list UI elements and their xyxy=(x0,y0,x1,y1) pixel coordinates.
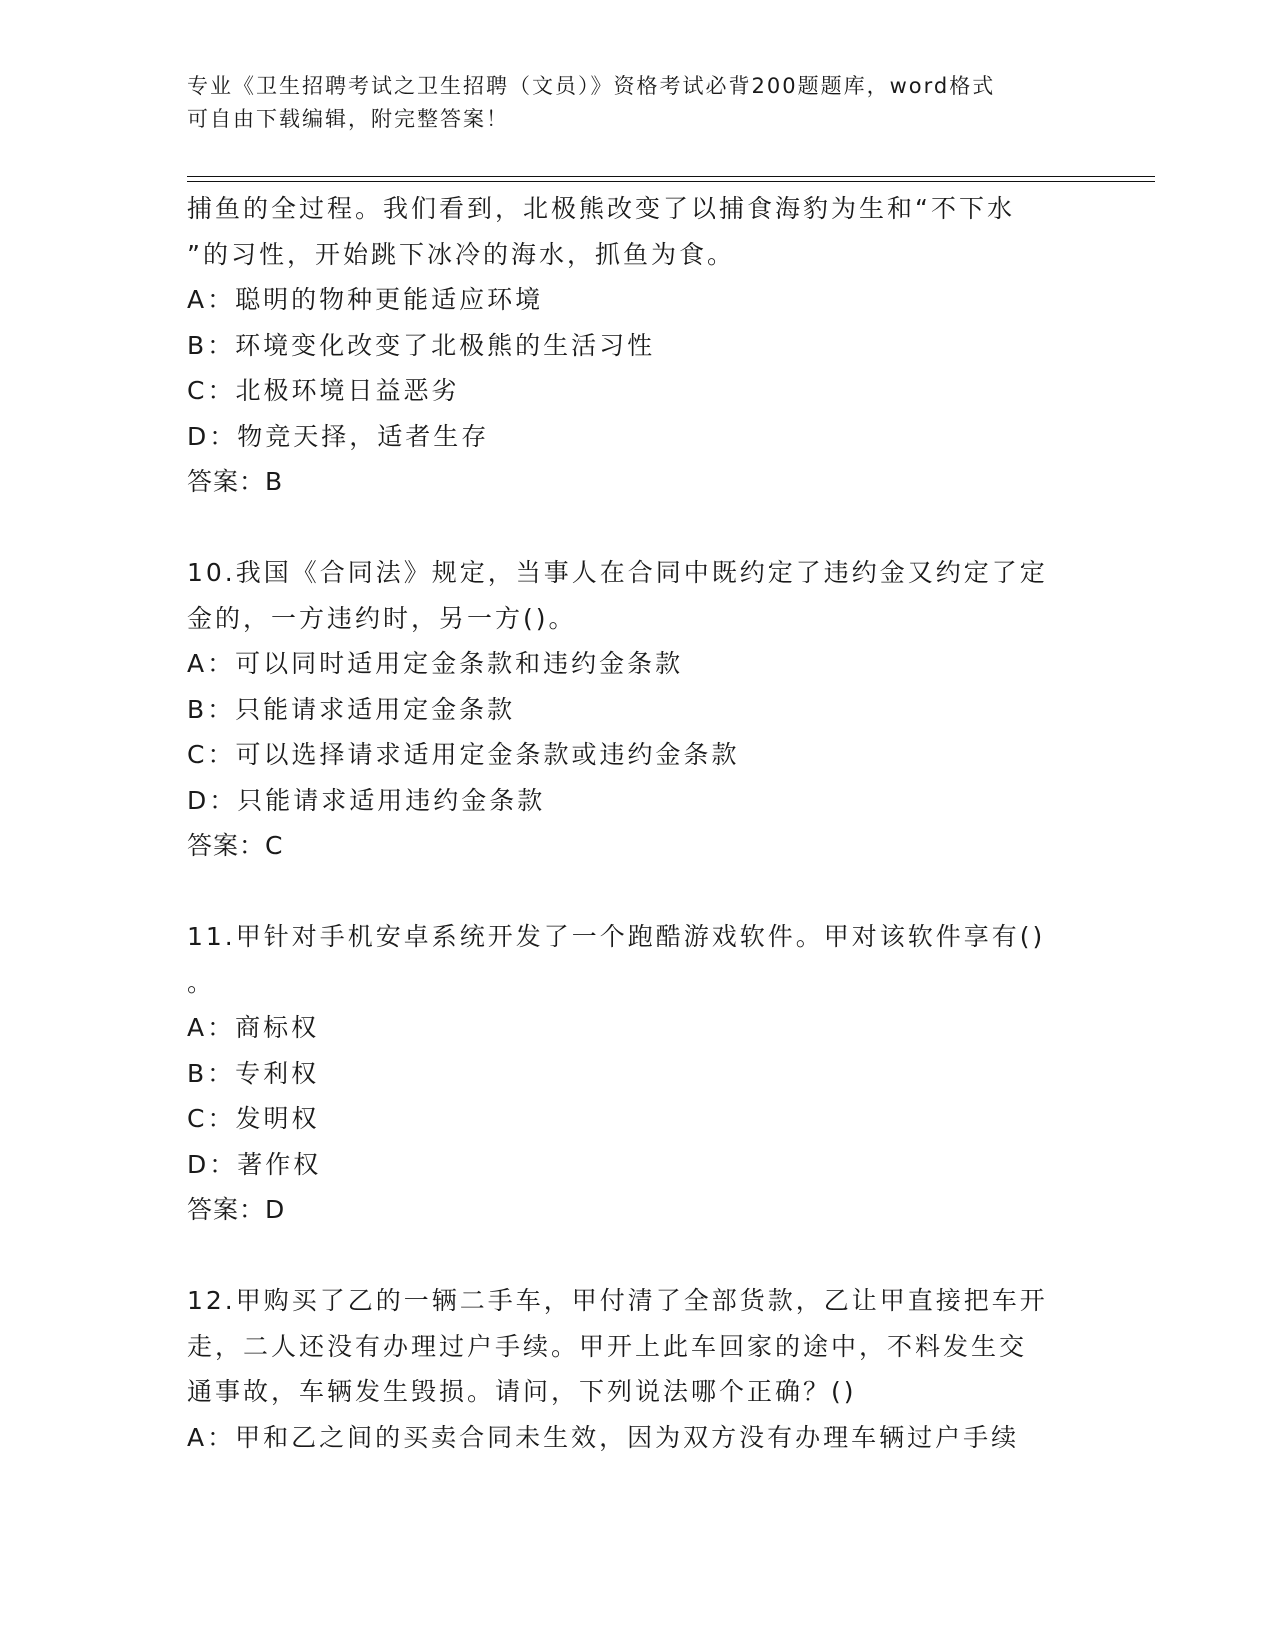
option-c: C：发明权 xyxy=(187,1104,320,1133)
option-d: D：只能请求适用违约金条款 xyxy=(187,785,546,815)
question-stem-line: 金的，一方违约时，另一方()。 xyxy=(187,603,577,633)
question-10 xyxy=(187,550,1087,869)
question-stem-line: 12.甲购买了乙的一辆二手车，甲付清了全部货款，乙让甲直接把车开 xyxy=(187,1286,1048,1315)
header-line-1: 专业《卫生招聘考试之卫生招聘（文员）》资格考试必背200题题库，word格式 xyxy=(187,74,996,98)
answer-line: 答案：C xyxy=(187,831,284,860)
spacer xyxy=(187,505,1087,551)
option-d: D：物竞天择，适者生存 xyxy=(187,421,490,451)
question-11 xyxy=(187,914,1087,1233)
option-b: B：专利权 xyxy=(187,1058,320,1088)
spacer xyxy=(187,1233,1087,1279)
question-stem-line: 。 xyxy=(187,967,216,997)
spacer xyxy=(187,869,1087,915)
option-b: B：环境变化改变了北极熊的生活习性 xyxy=(187,330,656,360)
header-divider-top xyxy=(187,176,1155,177)
question-list xyxy=(187,186,1087,1460)
question-stem-line: 通事故，车辆发生毁损。请问，下列说法哪个正确？() xyxy=(187,1377,857,1406)
header-divider-bottom xyxy=(187,181,1155,182)
option-c: C：北极环境日益恶劣 xyxy=(187,376,460,405)
question-stem-line: ”的习性，开始跳下冰冷的海水，抓鱼为食。 xyxy=(187,239,735,269)
question-stem-line: 捕鱼的全过程。我们看到，北极熊改变了以捕食海豹为生和“不下水 xyxy=(187,194,1015,223)
answer-line: 答案：D xyxy=(187,1195,286,1224)
answer-line: 答案：B xyxy=(187,467,284,496)
document-header xyxy=(187,70,1087,136)
option-d: D：著作权 xyxy=(187,1149,322,1179)
question-stem-line: 走，二人还没有办理过户手续。甲开上此车回家的途中，不料发生交 xyxy=(187,1331,1028,1361)
question-stem-line: 10.我国《合同法》规定，当事人在合同中既约定了违约金又约定了定 xyxy=(187,558,1048,587)
option-a: A：聪明的物种更能适应环境 xyxy=(187,285,544,314)
option-a: A：甲和乙之间的买卖合同未生效，因为双方没有办理车辆过户手续 xyxy=(187,1422,1020,1452)
option-a: A：商标权 xyxy=(187,1013,320,1042)
option-b: B：只能请求适用定金条款 xyxy=(187,694,516,724)
question-9 xyxy=(187,186,1087,505)
question-stem-line: 11.甲针对手机安卓系统开发了一个跑酷游戏软件。甲对该软件享有() xyxy=(187,922,1046,951)
option-c: C：可以选择请求适用定金条款或违约金条款 xyxy=(187,740,740,769)
header-line-2: 可自由下载编辑，附完整答案！ xyxy=(187,107,509,131)
question-12 xyxy=(187,1278,1087,1460)
option-a: A：可以同时适用定金条款和违约金条款 xyxy=(187,649,684,678)
